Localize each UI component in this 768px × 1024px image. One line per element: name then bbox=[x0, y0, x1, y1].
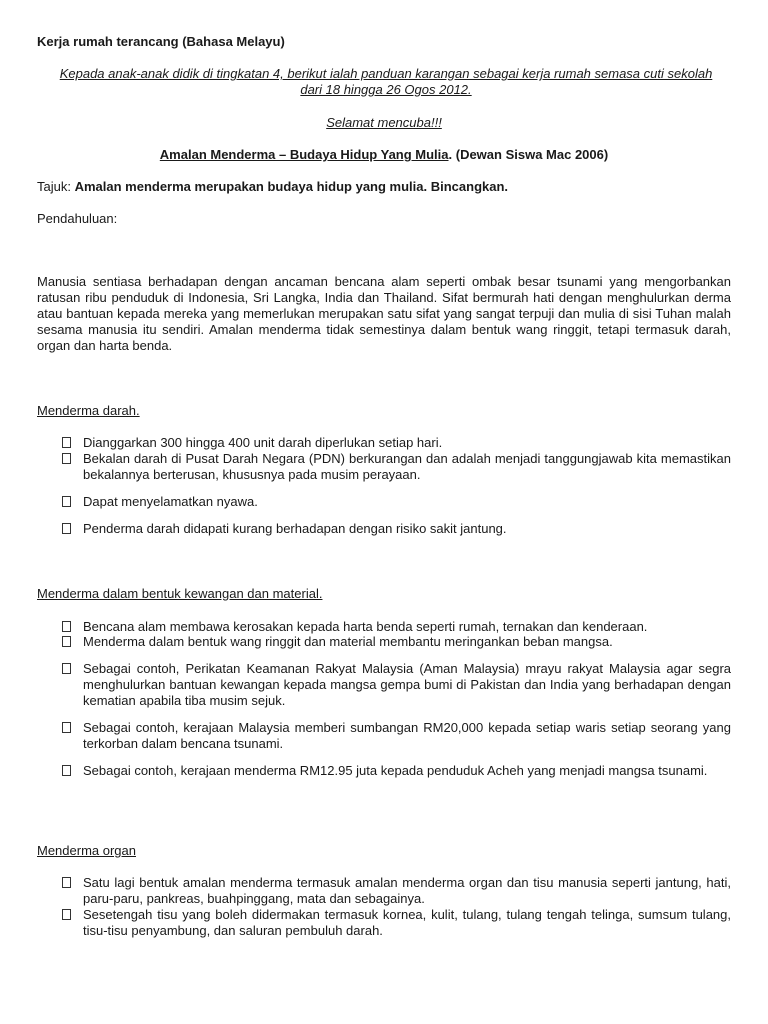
list-item-text: Bekalan darah di Pusat Darah Negara (PDN) berkurangan dan adalah menjadi tanggungjawab kita memastikan bekalannya berterusan, khususnya pada musim perayaan. bbox=[83, 451, 731, 482]
bullet-box-icon bbox=[62, 663, 71, 674]
list-item bbox=[62, 619, 731, 635]
list-item-text: Sebagai contoh, Perikatan Keamanan Rakyat Malaysia (Aman Malaysia) mrayu rakyat Malaysia agar segra menghulurkan bantuan kewangan kepada mangsa gempa bumi di Pakistan dan India yang berhadapan dengan kematian apabila tiba musim sejuk. bbox=[83, 661, 731, 708]
list-item bbox=[62, 661, 731, 709]
list-item bbox=[62, 907, 731, 939]
list-item-text: Sebagai contoh, kerajaan Malaysia memberi sumbangan RM20,000 kepada setiap waris setiap seorang yang terkorban dalam bencana tsunami. bbox=[83, 720, 731, 751]
bullet-box-icon bbox=[62, 765, 71, 776]
list-item-text: Dianggarkan 300 hingga 400 unit darah diperlukan setiap hari. bbox=[83, 435, 443, 450]
bullet-box-icon bbox=[62, 453, 71, 464]
greeting: Selamat mencuba!!! bbox=[326, 115, 442, 130]
essay-heading bbox=[37, 147, 731, 163]
list-item bbox=[62, 521, 731, 537]
bullet-box-icon bbox=[62, 496, 71, 507]
bullet-box-icon bbox=[62, 877, 71, 888]
list-item bbox=[62, 720, 731, 752]
bullet-box-icon bbox=[62, 722, 71, 733]
list-item bbox=[62, 435, 731, 451]
bullet-box-icon bbox=[62, 621, 71, 632]
essay-title: Amalan Menderma – Budaya Hidup Yang Mulia bbox=[159, 147, 449, 162]
list-item-text: Sebagai contoh, kerajaan menderma RM12.95 juta kepada penduduk Acheh yang menjadi mangsa tsunami. bbox=[83, 763, 708, 778]
tajuk-line bbox=[37, 179, 731, 195]
essay-source: . (Dewan Siswa Mac 2006) bbox=[448, 147, 609, 162]
section-heading-kewangan: Menderma dalam bentuk kewangan dan material. bbox=[37, 586, 323, 601]
intro-note: Kepada anak-anak didik di tingkatan 4, berikut ialah panduan karangan sebagai kerja rumah semasa cuti sekolah dari 18 hingga 26 Ogos 2012. bbox=[59, 66, 713, 97]
list-item bbox=[62, 763, 731, 779]
bullet-box-icon bbox=[62, 523, 71, 534]
tajuk-text: Amalan menderma merupakan budaya hidup yang mulia. Bincangkan. bbox=[74, 179, 509, 194]
list-item-text: Satu lagi bentuk amalan menderma termasuk amalan menderma organ dan tisu manusia seperti jantung, hati, paru-paru, pankreas, buahpinggang, mata dan sebagainya. bbox=[83, 875, 731, 906]
list-item bbox=[62, 634, 731, 650]
document-header: Kerja rumah terancang (Bahasa Melayu) bbox=[37, 34, 285, 49]
list-item-text: Bencana alam membawa kerosakan kepada harta benda seperti rumah, ternakan dan kenderaan. bbox=[83, 619, 648, 634]
list-item bbox=[62, 494, 731, 510]
list-item-text: Menderma dalam bentuk wang ringgit dan material membantu meringankan beban mangsa. bbox=[83, 634, 613, 649]
list-item-text: Sesetengah tisu yang boleh didermakan termasuk kornea, kulit, tulang, tulang tengah telinga, sumsum tulang, tisu-tisu penyambung, dan saluran pembuluh darah. bbox=[83, 907, 731, 938]
list-item-text: Penderma darah didapati kurang berhadapan dengan risiko sakit jantung. bbox=[83, 521, 507, 536]
list-item bbox=[62, 875, 731, 907]
section-heading-darah: Menderma darah. bbox=[37, 403, 140, 418]
bullet-box-icon bbox=[62, 437, 71, 448]
section-heading-organ: Menderma organ bbox=[37, 843, 136, 858]
list-item-text: Dapat menyelamatkan nyawa. bbox=[83, 494, 258, 509]
bullet-box-icon bbox=[62, 636, 71, 647]
pendahuluan-label: Pendahuluan: bbox=[37, 211, 118, 226]
bullet-box-icon bbox=[62, 909, 71, 920]
intro-paragraph: Manusia sentiasa berhadapan dengan ancaman bencana alam seperti ombak besar tsunami yang mengorbankan ratusan ribu penduduk di Indonesia, Sri Langka, India dan Thailand. Sifat bermurah hati dengan menghulurkan derma atau bantuan kepada mereka yang memerlukan merupakan satu sifat yang sangat terpuji dan mulia di sisi Tuhan malah sesama manusia itu sendiri. Amalan menderma tidak semestinya dalam bentuk wang ringgit, tetapi termasuk darah, organ dan harta benda. bbox=[37, 274, 731, 353]
list-item bbox=[62, 451, 731, 483]
tajuk-label: Tajuk: bbox=[37, 179, 75, 194]
